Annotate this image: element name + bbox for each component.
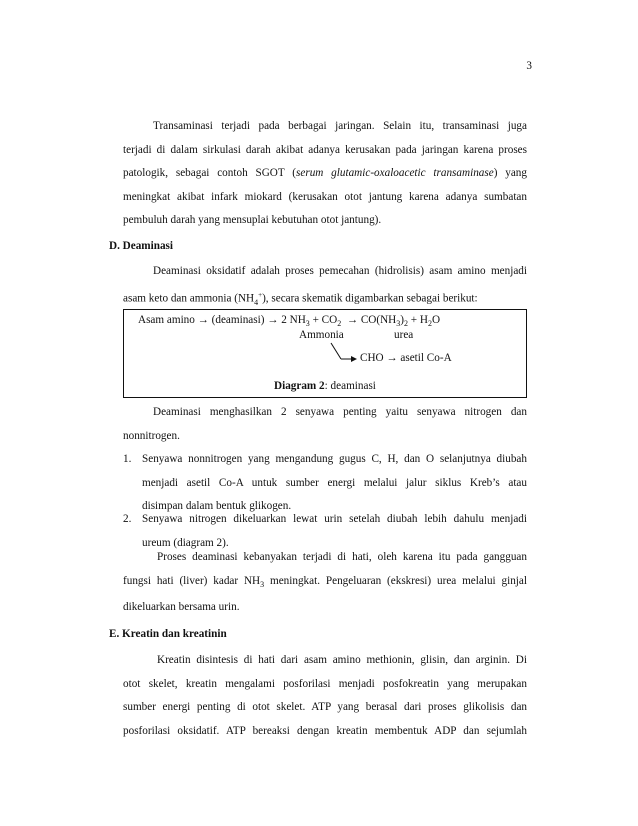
label-urea: urea [394, 329, 414, 341]
paragraph-deaminasi-hasil: Deaminasi menghasilkan 2 senyawa penting yaitu senyawa nitrogen dan nonnitrogen. [123, 406, 527, 442]
list-item: 1. Senyawa nonnitrogen yang mengandung gugus C, H, dan O selanjutnya diubah menjadi asetil Co-A untuk sumber energi melalui jalur siklus Kreb’s atau disimpan dalam bentuk glikogen. [123, 453, 527, 512]
diagram-caption: Diagram 2: deaminasi [274, 380, 376, 392]
paragraph-deaminasi: Deaminasi oksidatif adalah proses pemecahan (hidrolisis) asam amino menjadi asam keto dan ammonia $(NH_4^+)$, secara skematik digambarkan sebagai berikut: [123, 265, 527, 307]
diagram-deaminasi [123, 309, 527, 398]
page-number: 3 [526, 60, 532, 72]
list-item: 2. Senyawa nitrogen dikeluarkan lewat urin setelah diubah lebih dahulu menjadi ureum (diagram 2). [123, 513, 527, 549]
label-ammonia: Ammonia [299, 329, 344, 341]
diagram-cho-row: CHO → asetil Co-A [360, 352, 452, 364]
paragraph-transaminasi: Transaminasi terjadi pada berbagai jaringan. Selain itu, transaminasi juga terjadi di dalam sirkulasi darah akibat adanya kerusakan pada jaringan karena proses patologik, sebagai contoh SGOT (serum glutamic-oxaloacetic transaminase) yang meningkat akibat infark miokard (kerusakan otot jantung karena adanya sumbatan pembuluh darah yang mensuplai kebutuhan otot jantung). [123, 120, 527, 226]
paragraph-kreatin: Kreatin disintesis di hati dari asam amino methionin, glisin, dan arginin. Di otot skelet, kreatin mengalami posforilasi menjadi posfokreatin yang merupakan sumber energi penting di otot skelet. ATP yang berasal dari proses glikolisis dan posforilasi oksidatif. ATP bereaksi dengan kreatin membentuk ADP dan sejumlah [123, 654, 527, 737]
heading-deaminasi: D. Deaminasi [109, 240, 174, 252]
paragraph-deaminasi-hati: Proses deaminasi kebanyakan terjadi di hati, oleh karena itu pada gangguan fungsi hati (liver) kadar $NH_3$ meningkat. Pengeluaran (ekskresi) urea melalui ginjal dikeluarkan bersama urin. [123, 551, 527, 614]
diagram-reaction-row: Asam amino → (deaminasi) → 2 $NH_3 + CO_2 \to CO(NH_3)_2 + H_2O$ [138, 314, 441, 329]
heading-kreatin: E. Kreatin dan kreatinin [109, 628, 227, 640]
